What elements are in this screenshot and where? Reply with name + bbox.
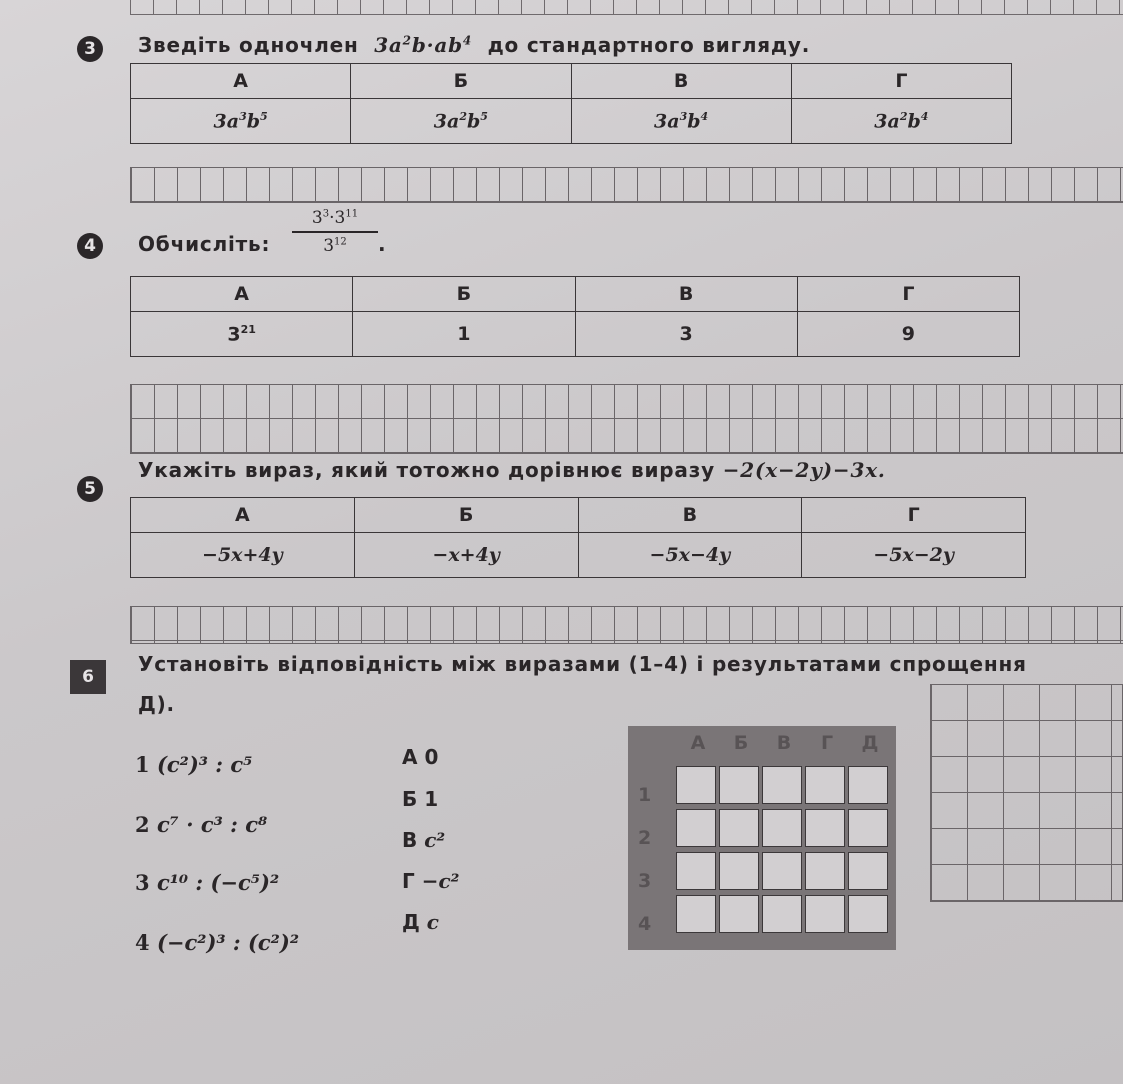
matrix-cell-3-v[interactable] bbox=[762, 852, 802, 890]
matrix-row-4: 4 bbox=[638, 913, 652, 935]
q6-expression-2: 2 c⁷ · c³ : c⁸ bbox=[135, 812, 268, 837]
matrix-cell-1-a[interactable] bbox=[676, 766, 716, 804]
question-4-fraction bbox=[292, 208, 378, 256]
question-number-3: 3 bbox=[77, 36, 103, 62]
q6-expression-4: 4 (−c²)³ : (c²)² bbox=[135, 930, 300, 955]
question-4-text: Обчисліть: bbox=[138, 232, 271, 256]
matrix-cell-2-b[interactable] bbox=[719, 809, 759, 847]
matrix-cell-4-g[interactable] bbox=[805, 895, 845, 933]
q5-answer-grid[interactable] bbox=[130, 606, 1123, 644]
matrix-cell-3-d[interactable] bbox=[848, 852, 888, 890]
q3-option-v[interactable]: $3a^3b^4$ bbox=[571, 99, 791, 144]
q4-header-a: А bbox=[131, 277, 353, 312]
matrix-cell-2-a[interactable] bbox=[676, 809, 716, 847]
question-3-answer-table bbox=[130, 63, 1012, 144]
q5-option-g[interactable]: −5x−2y bbox=[802, 533, 1026, 578]
question-number-4: 4 bbox=[77, 233, 103, 259]
matrix-col-v: В bbox=[776, 732, 792, 754]
matrix-col-g: Г bbox=[820, 732, 834, 754]
question-3-expression: $3a^2b\cdot ab^4$ bbox=[374, 33, 473, 57]
fraction-denominator: $3^{12}$ bbox=[323, 236, 347, 256]
q6-expression-1: 1 (c²)³ : c⁵ bbox=[135, 752, 253, 777]
matrix-cell-4-b[interactable] bbox=[719, 895, 759, 933]
fraction-numerator: $3^3\cdot 3^{11}$ bbox=[311, 208, 359, 228]
matrix-cell-4-d[interactable] bbox=[848, 895, 888, 933]
q3-header-b: Б bbox=[351, 64, 571, 99]
matrix-cell-1-b[interactable] bbox=[719, 766, 759, 804]
question-5-text: Укажіть вираз, який тотожно дорівнює виразу bbox=[138, 458, 715, 482]
matrix-cell-2-v[interactable] bbox=[762, 809, 802, 847]
q5-option-b[interactable]: −x+4y bbox=[354, 533, 578, 578]
scratch-grid-right[interactable] bbox=[930, 684, 1123, 902]
q4-option-a[interactable]: $3^{21}$ bbox=[131, 312, 353, 357]
q3-option-a[interactable]: $3a^3b^5$ bbox=[131, 99, 351, 144]
question-3-text-after: до стандартного вигляду. bbox=[487, 33, 811, 57]
q4-header-b: Б bbox=[353, 277, 575, 312]
matrix-cell-4-a[interactable] bbox=[676, 895, 716, 933]
q6-answer-b: Б 1 bbox=[402, 787, 439, 811]
q6-answer-matrix bbox=[628, 726, 896, 950]
question-5-prompt bbox=[138, 458, 886, 482]
matrix-row-1: 1 bbox=[638, 784, 652, 806]
q5-header-b: Б bbox=[354, 498, 578, 533]
matrix-cell-1-d[interactable] bbox=[848, 766, 888, 804]
matrix-row-2: 2 bbox=[638, 827, 652, 849]
q5-option-a[interactable]: −5x+4y bbox=[131, 533, 355, 578]
matrix-cell-2-g[interactable] bbox=[805, 809, 845, 847]
matrix-col-b: Б bbox=[733, 732, 749, 754]
q4-header-v: В bbox=[575, 277, 797, 312]
q3-header-v: В bbox=[571, 64, 791, 99]
q6-answer-a: А 0 bbox=[402, 745, 439, 769]
matrix-cell-4-v[interactable] bbox=[762, 895, 802, 933]
matrix-col-a: А bbox=[690, 732, 706, 754]
question-number-6: 6 bbox=[70, 660, 106, 694]
q5-header-a: А bbox=[131, 498, 355, 533]
answer-grid-top bbox=[130, 0, 1123, 15]
q3-header-a: А bbox=[131, 64, 351, 99]
matrix-row-3: 3 bbox=[638, 870, 652, 892]
matrix-cell-3-g[interactable] bbox=[805, 852, 845, 890]
matrix-cell-3-a[interactable] bbox=[676, 852, 716, 890]
q5-option-v[interactable]: −5x−4y bbox=[578, 533, 802, 578]
q6-answer-g: Г −c² bbox=[402, 869, 460, 893]
q4-option-v[interactable]: 3 bbox=[575, 312, 797, 357]
q6-answer-v: В c² bbox=[402, 828, 446, 852]
q4-option-b[interactable]: 1 bbox=[353, 312, 575, 357]
question-4-answer-table bbox=[130, 276, 1020, 357]
question-6-text-line2: Д). bbox=[138, 692, 175, 716]
question-3-prompt bbox=[138, 33, 810, 57]
matrix-col-d: Д bbox=[861, 732, 879, 754]
q5-header-v: В bbox=[578, 498, 802, 533]
q3-option-g[interactable]: $3a^2b^4$ bbox=[791, 99, 1011, 144]
q4-answer-grid[interactable] bbox=[130, 384, 1123, 454]
q5-header-g: Г bbox=[802, 498, 1026, 533]
matrix-cell-2-d[interactable] bbox=[848, 809, 888, 847]
question-6-text-line1: Установіть відповідність між виразами (1–4) і результатами спрощення bbox=[138, 652, 1027, 676]
q4-header-g: Г bbox=[797, 277, 1019, 312]
matrix-cell-3-b[interactable] bbox=[719, 852, 759, 890]
question-4-period: . bbox=[378, 232, 387, 256]
question-5-expression: −2(x−2y)−3x. bbox=[722, 458, 886, 482]
question-5-answer-table bbox=[130, 497, 1026, 578]
matrix-cell-1-v[interactable] bbox=[762, 766, 802, 804]
q6-expression-3: 3 c¹⁰ : (−c⁵)² bbox=[135, 870, 280, 895]
q3-answer-grid[interactable] bbox=[130, 167, 1123, 203]
question-3-text: Зведіть одночлен bbox=[138, 33, 359, 57]
q4-option-g[interactable]: 9 bbox=[797, 312, 1019, 357]
matrix-cell-1-g[interactable] bbox=[805, 766, 845, 804]
q3-option-b[interactable]: $3a^2b^5$ bbox=[351, 99, 571, 144]
q3-header-g: Г bbox=[791, 64, 1011, 99]
q6-answer-d: Д c bbox=[402, 910, 439, 934]
question-number-5: 5 bbox=[77, 476, 103, 502]
